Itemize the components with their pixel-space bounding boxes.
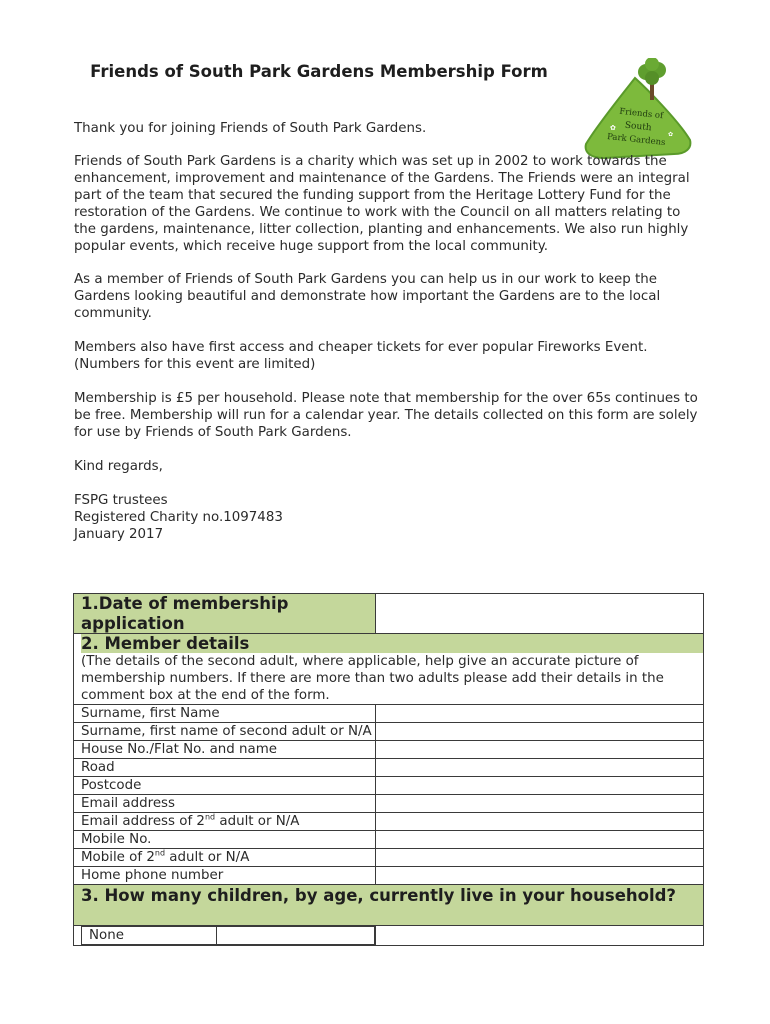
membership-form-table <box>73 593 704 946</box>
second-adult-email-label <box>74 813 376 831</box>
home-phone-field[interactable] <box>376 867 704 885</box>
ordinal-suffix: nd <box>154 848 166 858</box>
surname-label: Surname, first Name <box>74 705 376 723</box>
road-label: Road <box>74 759 376 777</box>
logo-line-3: Park Gardens <box>606 131 666 149</box>
mobile-label: Mobile No. <box>74 831 376 849</box>
mobile-field[interactable] <box>376 831 704 849</box>
home-phone-label: Home phone number <box>74 867 376 885</box>
children-none-field[interactable] <box>376 926 704 946</box>
second-adult-email-label-end: adult or N/A <box>215 814 300 829</box>
children-none-row <box>74 926 376 946</box>
date-of-application-field[interactable] <box>376 594 704 634</box>
member-details-heading: 2. Member details <box>81 634 703 653</box>
ordinal-suffix: nd <box>204 812 216 822</box>
svg-text:✿: ✿ <box>668 131 674 138</box>
svg-text:✿: ✿ <box>610 124 616 132</box>
date-of-application-label: 1.Date of membership application <box>74 594 376 634</box>
fee-paragraph: Membership is £5 per household. Please note that membership for the over 65s continues to be free. Membership will run for a calendar year. The details collected on this form are solely for use by Friends of South Park Gardens. <box>74 391 698 440</box>
second-adult-email-field[interactable] <box>376 813 704 831</box>
children-none-count[interactable] <box>217 927 375 945</box>
second-adult-email-label-start: Email address of 2 <box>81 814 205 829</box>
email-field[interactable] <box>376 795 704 813</box>
postcode-field[interactable] <box>376 777 704 795</box>
charity-paragraph: Friends of South Park Gardens is a charity which was set up in 2002 to work towards the enhancement, improvement and maintenance of the Gardens. The Friends were an integral part of the team that secured the funding support from the Heritage Lottery Fund for the restoration of the Gardens. We continue to work with the Council on all matters relating to the gardens, maintenance, litter collection, planting and enhancements. We also run highly popular events, which receive huge support from the local community. <box>74 154 690 254</box>
membership-benefits-paragraph: As a member of Friends of South Park Gardens you can help us in our work to keep the Gardens looking beautiful and demonstrate how important the Gardens are to the local community. <box>74 272 661 321</box>
thanks-paragraph: Thank you for joining Friends of South Park Gardens. <box>74 121 427 136</box>
signature-charity-number: Registered Charity no.1097483 <box>74 510 283 525</box>
logo-line-2: South <box>624 120 653 134</box>
second-adult-mobile-field[interactable] <box>376 849 704 867</box>
second-adult-mobile-label <box>74 849 376 867</box>
member-details-note: (The details of the second adult, where applicable, help give an accurate picture of membership numbers. If there are more than two adults please add their details in the comment box at the end of the form. <box>81 654 664 703</box>
road-field[interactable] <box>376 759 704 777</box>
second-adult-mobile-label-start: Mobile of 2 <box>81 850 155 865</box>
surname-field[interactable] <box>376 705 704 723</box>
children-none-label: None <box>82 927 217 945</box>
signature-trustees: FSPG trustees <box>74 493 168 508</box>
second-adult-label: Surname, first name of second adult or N/A <box>74 723 376 741</box>
email-label: Email address <box>74 795 376 813</box>
logo-line-1: Friends of <box>618 106 664 122</box>
second-adult-field[interactable] <box>376 723 704 741</box>
children-heading: 3. How many children, by age, currently live in your household? <box>74 885 704 926</box>
fireworks-paragraph: Members also have first access and cheaper tickets for ever popular Fireworks Event. (Numbers for this event are limited) <box>74 340 648 372</box>
regards-line: Kind regards, <box>74 459 163 474</box>
page-title: Friends of South Park Gardens Membership Form <box>90 62 548 81</box>
intro-text <box>74 120 704 543</box>
second-adult-mobile-label-end: adult or N/A <box>165 850 250 865</box>
postcode-label: Postcode <box>74 777 376 795</box>
signature-date: January 2017 <box>74 527 164 542</box>
house-field[interactable] <box>376 741 704 759</box>
member-details-section <box>74 634 704 705</box>
house-label: House No./Flat No. and name <box>74 741 376 759</box>
